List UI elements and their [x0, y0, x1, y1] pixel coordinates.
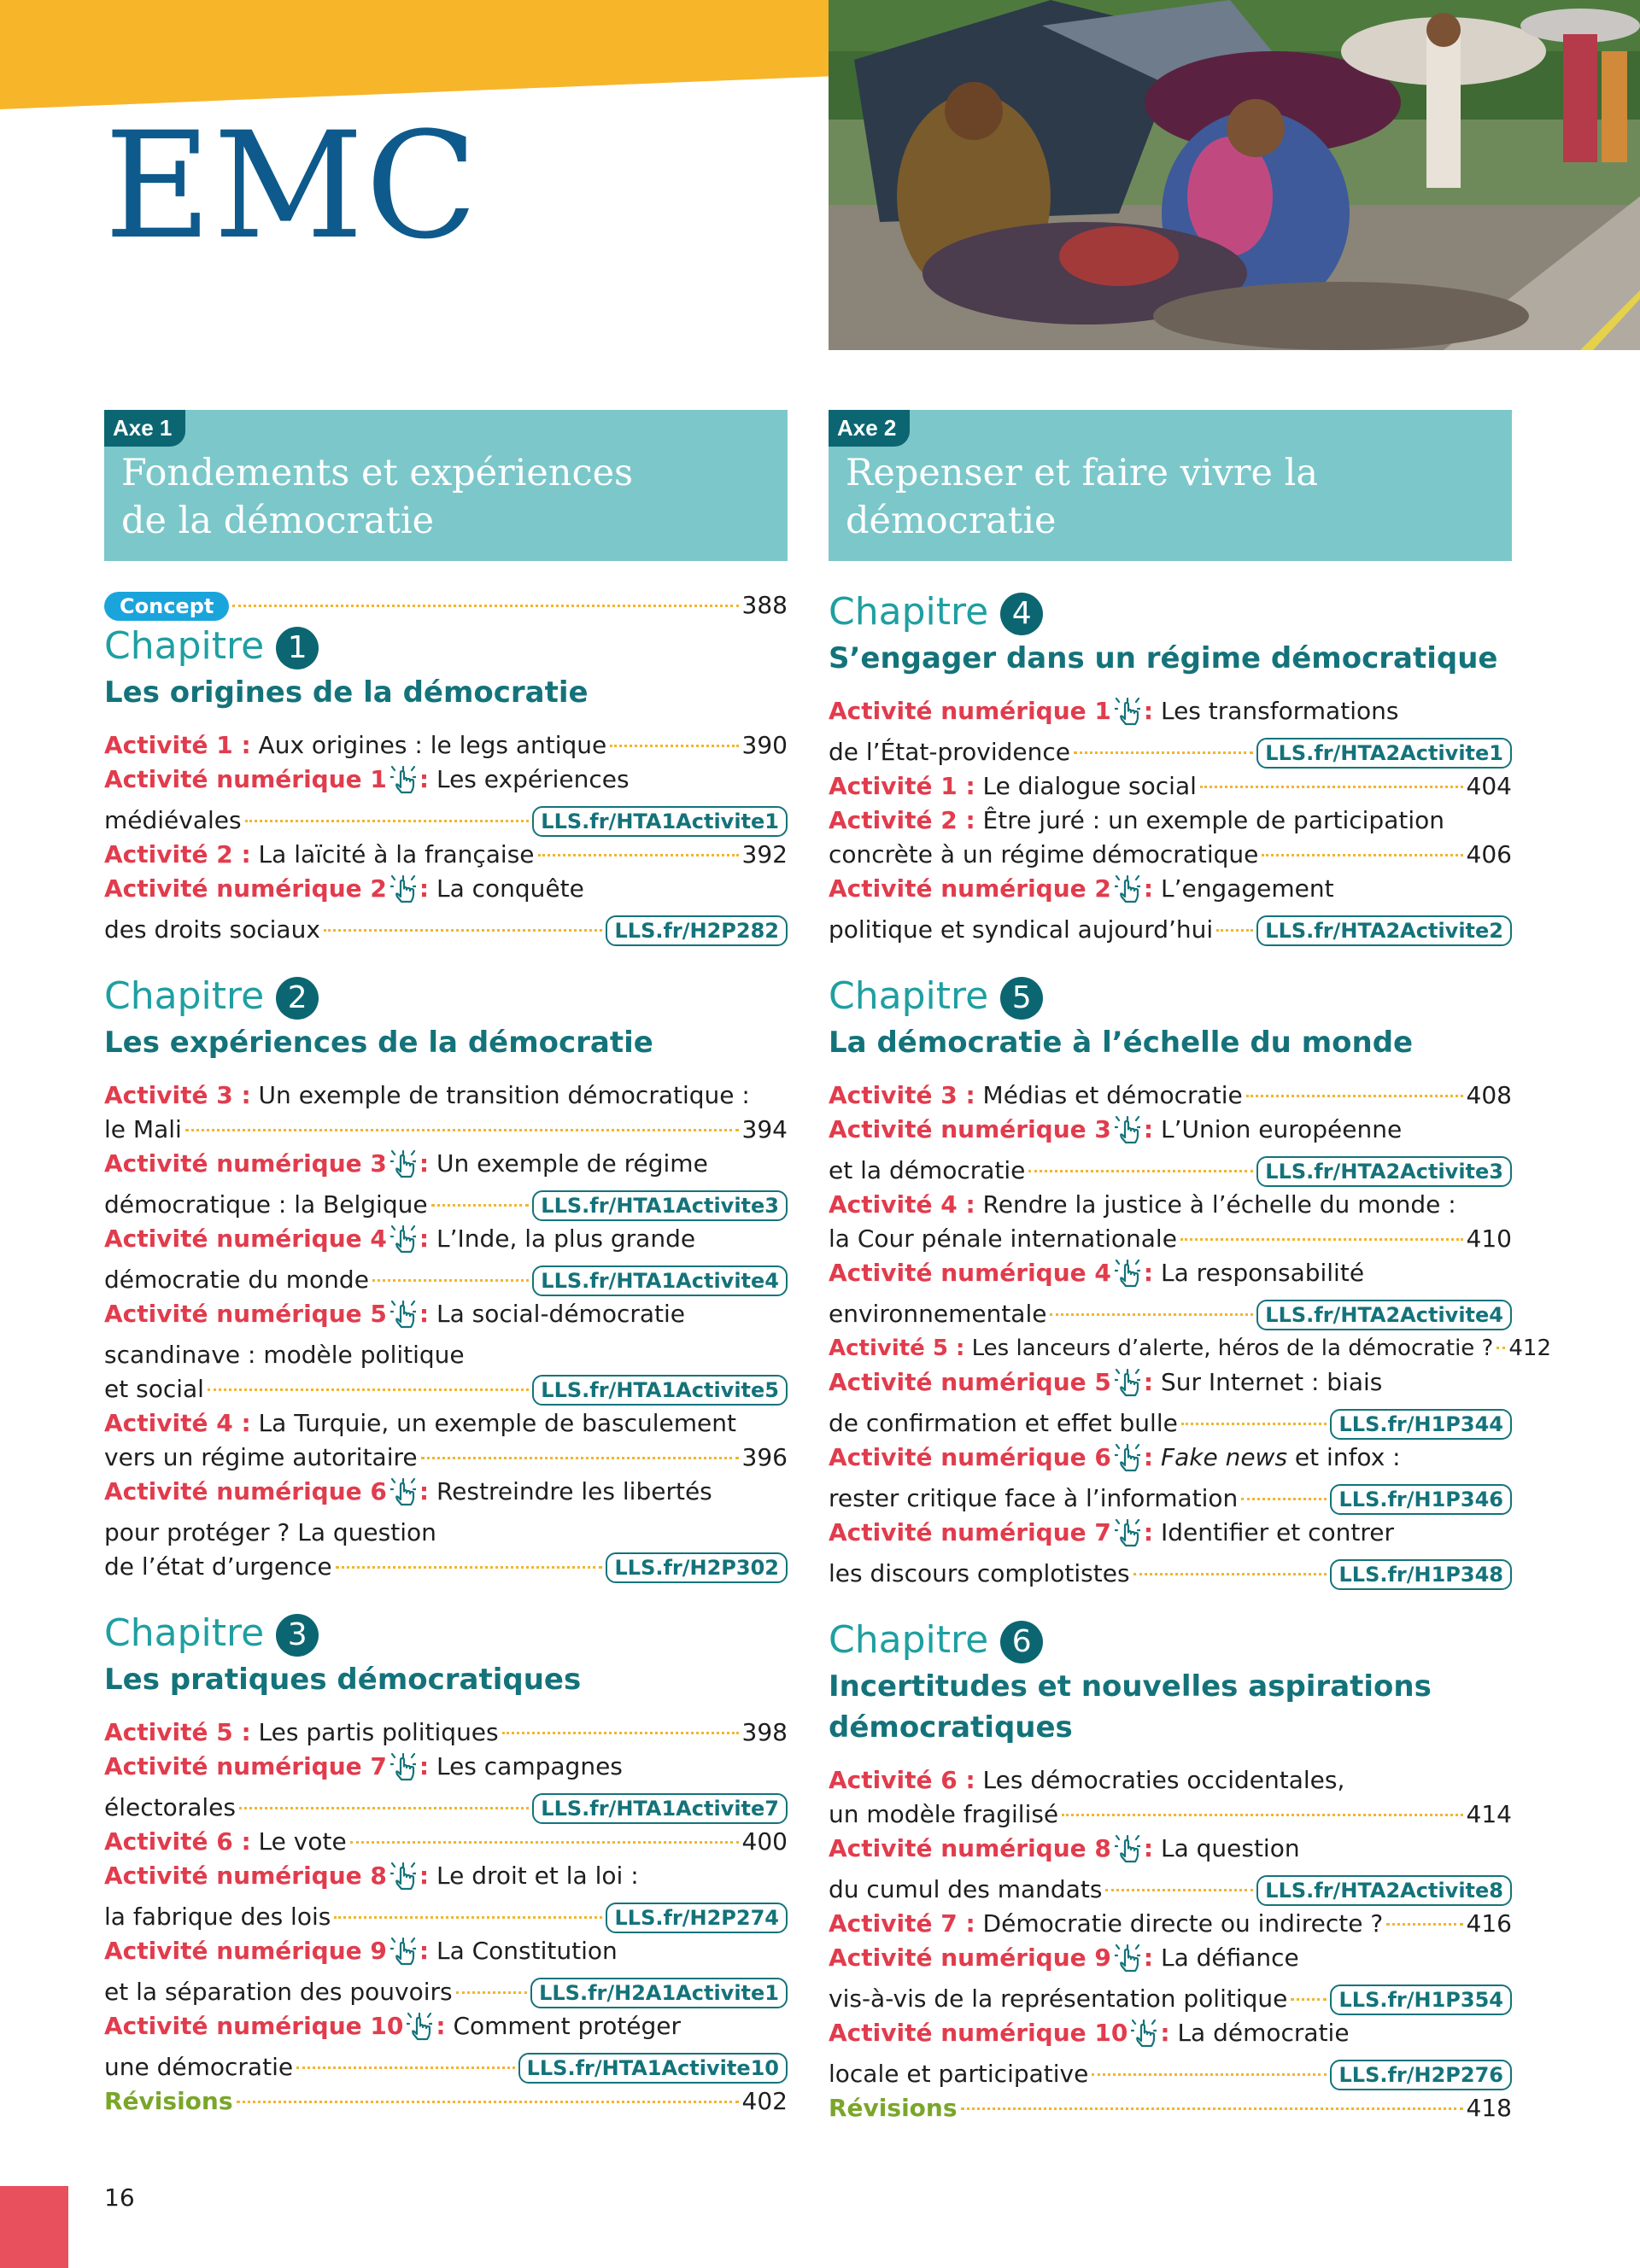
hand-pointer-icon	[1115, 1443, 1140, 1482]
resource-link[interactable]: LLS.fr/H1P344	[1330, 1409, 1512, 1440]
page-title: EMC	[104, 100, 480, 272]
chapter-number-badge: 1	[276, 627, 319, 669]
hand-pointer-icon	[390, 1300, 416, 1338]
toc-entry-digital[interactable]: Activité numérique 7 : Identifier et contrer les discours complotistes LLS.fr/H1P348	[829, 1516, 1512, 1591]
toc-entry-digital[interactable]: Activité numérique 3 : L’Union européenne et la démocratie LLS.fr/HTA2Activite3	[829, 1113, 1512, 1188]
resource-link[interactable]: LLS.fr/HTA2Activite8	[1256, 1875, 1512, 1906]
chapter-6-heading: Chapitre 6	[829, 1616, 1512, 1664]
toc-entry-digital[interactable]: Activité numérique 6 : Fake news et infox : rester critique face à l’information LLS.fr/H1P346	[829, 1441, 1512, 1516]
revisions-entry[interactable]: Révisions 402	[104, 2087, 788, 2115]
hand-pointer-icon	[1115, 1834, 1140, 1873]
hand-pointer-icon	[1115, 1944, 1140, 1982]
toc-entry-digital[interactable]: Activité numérique 8 : Le droit et la loi : la fabrique des lois LLS.fr/H2P274	[104, 1859, 788, 1934]
axe-2-title: Repenser et faire vivre la démocratie	[846, 452, 1318, 542]
hand-pointer-icon	[390, 1937, 416, 1975]
hand-pointer-icon	[390, 874, 416, 913]
toc-entry-digital[interactable]: Activité numérique 4 : La responsabilité environnementale LLS.fr/HTA2Activite4	[829, 1256, 1512, 1331]
hand-pointer-icon	[1131, 2019, 1157, 2057]
chapter-1-title: Les origines de la démocratie	[104, 675, 589, 710]
footer-red-tab	[0, 2186, 68, 2268]
toc-entry[interactable]: Activité 3 : Un exemple de transition démocratique : le Mali 394	[104, 1081, 788, 1143]
toc-entry-digital[interactable]: Activité numérique 7 : Les campagnes électorales LLS.fr/HTA1Activite7	[104, 1750, 788, 1825]
resource-link[interactable]: LLS.fr/H2P302	[606, 1552, 788, 1583]
resource-link[interactable]: LLS.fr/HTA1Activite3	[532, 1190, 788, 1221]
chapter-number-badge: 5	[1000, 977, 1043, 1020]
toc-entry[interactable]: Activité 1 : Le dialogue social 404	[829, 772, 1512, 800]
toc-entry-digital[interactable]: Activité numérique 1 : Les transformations de l’État-providence LLS.fr/HTA2Activite1	[829, 694, 1512, 769]
chapter-6-title: Incertitudes et nouvelles aspirations démocratiques	[829, 1669, 1432, 1745]
revisions-entry[interactable]: Révisions 418	[829, 2094, 1512, 2122]
toc-entry[interactable]: Activité 6 : Le vote 400	[104, 1827, 788, 1856]
resource-link[interactable]: LLS.fr/HTA2Activite2	[1256, 915, 1512, 946]
chapter-3-title: Les pratiques démocratiques	[104, 1663, 582, 1697]
hand-pointer-icon	[390, 1225, 416, 1263]
toc-entry[interactable]: Activité 1 : Aux origines : le legs antique 390	[104, 731, 788, 759]
toc-entry[interactable]: Activité 4 : La Turquie, un exemple de basculement vers un régime autoritaire 396	[104, 1409, 788, 1471]
axe-1-header	[104, 410, 788, 561]
axe-2-tag: Axe 2	[829, 410, 910, 447]
hand-pointer-icon	[390, 1752, 416, 1791]
resource-link[interactable]: LLS.fr/HTA1Activite1	[532, 806, 788, 837]
chapter-4-heading: Chapitre 4	[829, 588, 1512, 636]
chapter-5-title: La démocratie à l’échelle du monde	[829, 1026, 1414, 1060]
hand-pointer-icon	[390, 765, 416, 804]
toc-entry-digital[interactable]: Activité numérique 9 : La Constitution et la séparation des pouvoirs LLS.fr/H2A1Activite1	[104, 1934, 788, 2009]
toc-entry-digital[interactable]: Activité numérique 10 : La démocratie locale et participative LLS.fr/H2P276	[829, 2016, 1512, 2091]
axe-2-header	[829, 410, 1512, 561]
toc-entry[interactable]: Activité 7 : Démocratie directe ou indirecte ? 416	[829, 1909, 1512, 1938]
toc-entry-digital[interactable]: Activité numérique 2 : La conquête des droits sociaux LLS.fr/H2P282	[104, 872, 788, 947]
toc-entry-digital[interactable]: Activité numérique 2 : L’engagement politique et syndical aujourd’hui LLS.fr/HTA2Activite2	[829, 872, 1512, 947]
chapter-3-heading: Chapitre 3	[104, 1610, 788, 1657]
resource-link[interactable]: LLS.fr/H1P348	[1330, 1559, 1512, 1590]
chapter-2-heading: Chapitre 2	[104, 973, 788, 1020]
header-yellow-band	[0, 0, 858, 111]
chapter-5-heading: Chapitre 5	[829, 973, 1512, 1020]
chapter-4-title: S’engager dans un régime démocratique	[829, 641, 1498, 675]
hand-pointer-icon	[1115, 1115, 1140, 1154]
hand-pointer-icon	[407, 2012, 432, 2050]
concept-entry[interactable]: Concept 388	[104, 588, 788, 623]
chapter-number-badge: 2	[276, 977, 319, 1020]
chapter-number-badge: 6	[1000, 1621, 1043, 1663]
hand-pointer-icon	[1115, 1259, 1140, 1297]
resource-link[interactable]: LLS.fr/H1P346	[1330, 1484, 1512, 1515]
hand-pointer-icon	[1115, 874, 1140, 913]
toc-entry-digital[interactable]: Activité numérique 10 : Comment protéger une démocratie LLS.fr/HTA1Activite10	[104, 2009, 788, 2084]
resource-link[interactable]: LLS.fr/H2P274	[606, 1903, 788, 1933]
toc-entry[interactable]: Activité 3 : Médias et démocratie 408	[829, 1081, 1512, 1109]
toc-entry-digital[interactable]: Activité numérique 6 : Restreindre les libertés pour protéger ? La question de l’état d’urgence LLS.fr/H2P302	[104, 1475, 788, 1584]
chapter-number-badge: 3	[276, 1614, 319, 1657]
resource-link[interactable]: LLS.fr/H2P276	[1330, 2060, 1512, 2090]
resource-link[interactable]: LLS.fr/HTA1Activite4	[532, 1266, 788, 1296]
toc-entry[interactable]: Activité 2 : La laïcité à la française 392	[104, 840, 788, 868]
resource-link[interactable]: LLS.fr/HTA2Activite4	[1256, 1300, 1512, 1330]
resource-link[interactable]: LLS.fr/HTA2Activite1	[1256, 738, 1512, 769]
toc-entry-digital[interactable]: Activité numérique 3 : Un exemple de régime démocratique : la Belgique LLS.fr/HTA1Activite3	[104, 1147, 788, 1222]
resource-link[interactable]: LLS.fr/HTA2Activite3	[1256, 1156, 1512, 1187]
axe-1-title: Fondements et expériences de la démocratie	[121, 452, 634, 542]
axe-1-column	[104, 410, 788, 2119]
hand-pointer-icon	[1115, 697, 1140, 735]
resource-link[interactable]: LLS.fr/HTA1Activite10	[518, 2053, 788, 2084]
hand-pointer-icon	[390, 1149, 416, 1188]
resource-link[interactable]: LLS.fr/HTA1Activite5	[532, 1375, 788, 1406]
hand-pointer-icon	[1115, 1518, 1140, 1557]
axe-1-tag: Axe 1	[104, 410, 185, 447]
concept-badge: Concept	[104, 592, 229, 621]
chapter-number-badge: 4	[1000, 593, 1043, 635]
toc-entry[interactable]: Activité 5 : Les lanceurs d’alerte, héros de la démocratie ? 412	[829, 1336, 1551, 1361]
toc-entry-digital[interactable]: Activité numérique 1 : Les expériences médiévales LLS.fr/HTA1Activite1	[104, 763, 788, 838]
resource-link[interactable]: LLS.fr/HTA1Activite7	[532, 1793, 788, 1824]
toc-entry-digital[interactable]: Activité numérique 5 : La social-démocratie scandinave : modèle politique et social LLS.fr/HTA1Activite5	[104, 1297, 788, 1406]
toc-entry[interactable]: Activité 2 : Être juré : un exemple de participation concrète à un régime démocratique 406	[829, 806, 1512, 868]
axe-2-column	[829, 410, 1551, 2125]
chapter-2-title: Les expériences de la démocratie	[104, 1026, 653, 1060]
resource-link[interactable]: LLS.fr/H2P282	[606, 915, 788, 946]
resource-link[interactable]: LLS.fr/H2A1Activite1	[530, 1978, 788, 2008]
hand-pointer-icon	[390, 1862, 416, 1900]
hand-pointer-icon	[1115, 1368, 1140, 1406]
resource-link[interactable]: LLS.fr/H1P354	[1330, 1984, 1512, 2015]
toc-entry-digital[interactable]: Activité numérique 5 : Sur Internet : biais de confirmation et effet bulle LLS.fr/H1P344	[829, 1365, 1512, 1441]
toc-entry-digital[interactable]: Activité numérique 4 : L’Inde, la plus grande démocratie du monde LLS.fr/HTA1Activite4	[104, 1222, 788, 1297]
toc-entry-digital[interactable]: Activité numérique 9 : La défiance vis-à-vis de la représentation politique LLS.fr/H1P354	[829, 1941, 1512, 2016]
cover-photo	[829, 0, 1640, 350]
chapter-1-heading: Chapitre 1	[104, 623, 788, 670]
hand-pointer-icon	[390, 1477, 416, 1516]
page-number: 16	[104, 2183, 135, 2212]
toc-entry[interactable]: Activité 5 : Les partis politiques 398	[104, 1718, 788, 1746]
toc-entry[interactable]: Activité 4 : Rendre la justice à l’échelle du monde : la Cour pénale internationale 410	[829, 1190, 1512, 1253]
toc-entry-digital[interactable]: Activité numérique 8 : La question du cumul des mandats LLS.fr/HTA2Activite8	[829, 1832, 1512, 1907]
toc-entry[interactable]: Activité 6 : Les démocraties occidentales, un modèle fragilisé 414	[829, 1766, 1512, 1828]
